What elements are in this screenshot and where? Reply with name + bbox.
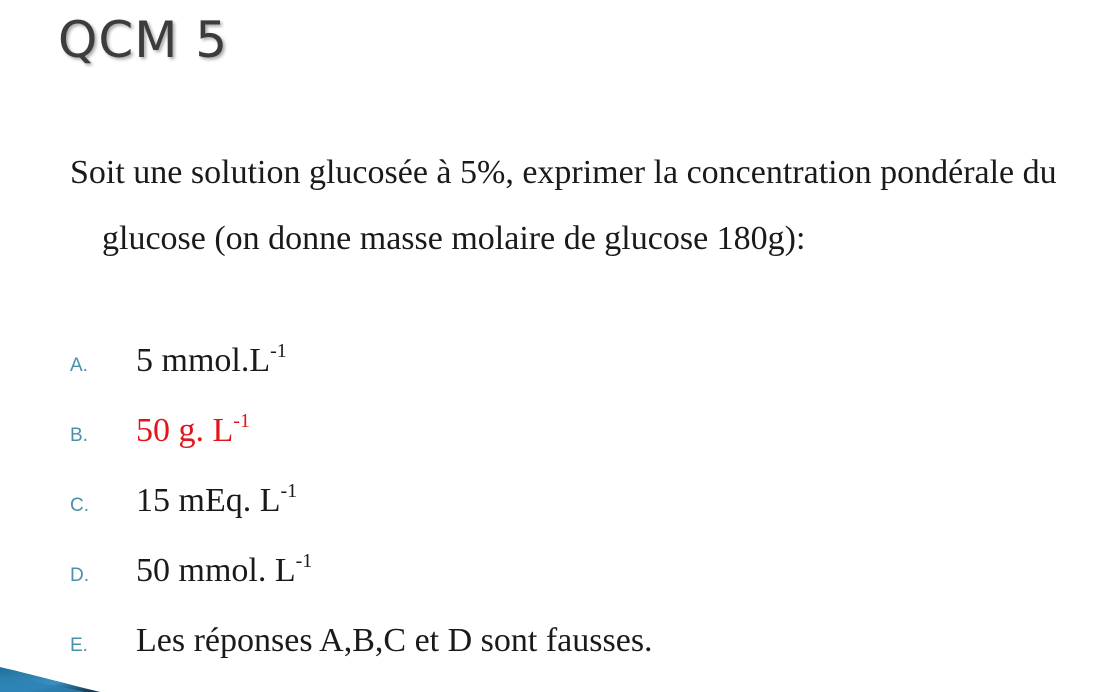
- option-letter: A.: [70, 355, 88, 376]
- option-value: Les réponses A,B,C et D sont fausses.: [136, 622, 653, 659]
- option-value: 5 mmol.L: [136, 342, 271, 379]
- corner-swoosh-decoration: [0, 662, 110, 692]
- option-text: [136, 412, 250, 450]
- option-text: [136, 552, 312, 590]
- option-a: [70, 342, 970, 392]
- slide-title: QCM 5: [58, 11, 229, 69]
- option-text: [136, 482, 297, 520]
- option-exponent: -1: [233, 410, 250, 432]
- option-letter: E.: [70, 635, 88, 656]
- question-text: Soit une solution glucosée à 5%, exprimer la concentration pondérale du glucose (on donne masse molaire de glucose 180g):: [70, 154, 1057, 257]
- option-value: 50 g. L: [136, 412, 234, 449]
- option-text: [136, 342, 287, 380]
- option-exponent: -1: [280, 480, 298, 502]
- option-c: [70, 482, 970, 532]
- option-value: 15 mEq. L: [136, 482, 281, 519]
- option-b: [70, 412, 970, 462]
- option-letter: D.: [70, 565, 89, 586]
- option-text: [136, 622, 653, 660]
- option-e: [70, 622, 970, 672]
- option-letter: B.: [70, 425, 88, 446]
- option-exponent: -1: [295, 550, 313, 572]
- option-exponent: -1: [270, 340, 287, 362]
- option-value: 50 mmol. L: [136, 552, 296, 589]
- option-letter: C.: [70, 495, 89, 516]
- option-d: [70, 552, 970, 602]
